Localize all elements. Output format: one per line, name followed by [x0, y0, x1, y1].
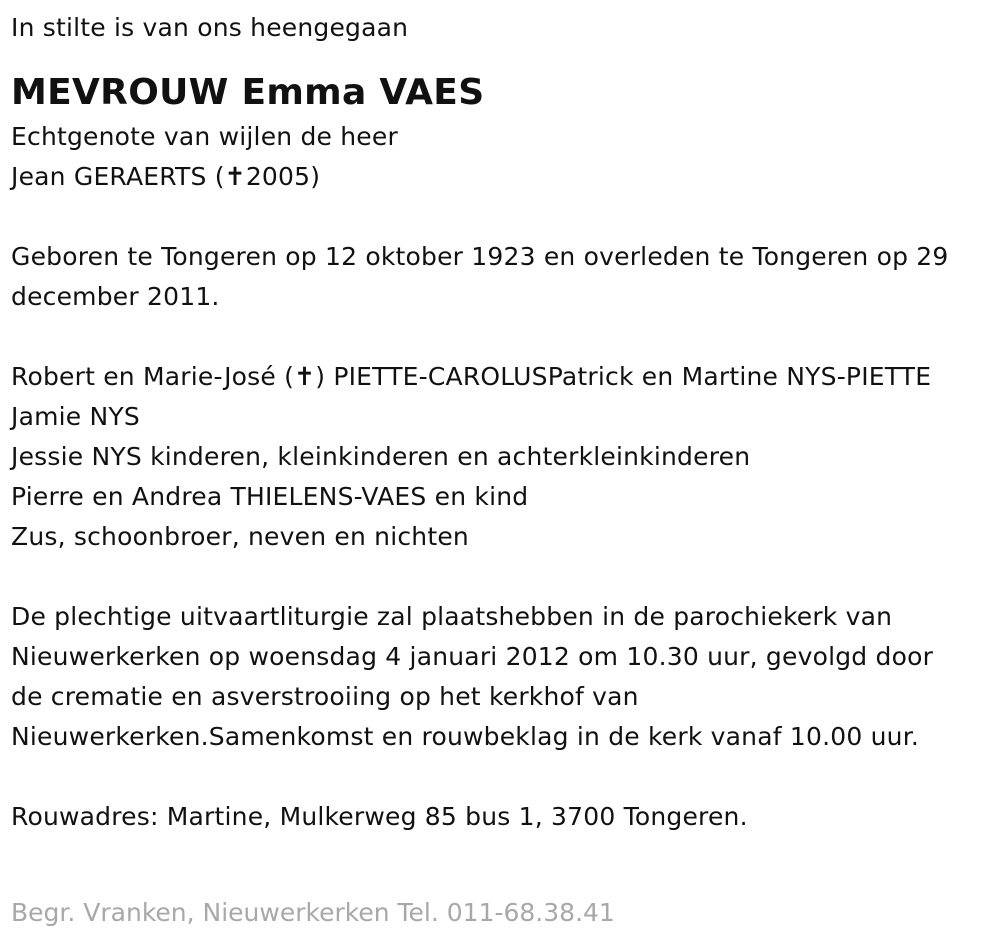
family-member: Zus, schoonbroer, neven en nichten: [11, 522, 469, 551]
family-member: Jamie NYS: [11, 402, 140, 431]
birth-death-section: [11, 237, 1000, 317]
ceremony-section: [11, 597, 1000, 757]
ceremony-line: de crematie en asverstrooiing op het kerkhof van: [11, 682, 639, 711]
intro-text: In stilte is van ons heengegaan: [11, 13, 409, 42]
birth-death-line: Geboren te Tongeren op 12 oktober 1923 en overleden te Tongeren op 29: [11, 242, 949, 271]
undertaker-info: Begr. Vranken, Nieuwerkerken Tel. 011-68.38.41: [11, 898, 615, 927]
mourning-address: Rouwadres: Martine, Mulkerweg 85 bus 1, 3700 Tongeren.: [11, 802, 748, 831]
address-section: [11, 797, 1000, 837]
ceremony-line: Nieuwerkerken.Samenkomst en rouwbeklag in de kerk vanaf 10.00 uur.: [11, 722, 920, 751]
ceremony-line: De plechtige uitvaartliturgie zal plaatshebben in de parochiekerk van: [11, 602, 893, 631]
spouse-name: Jean GERAERTS (✝2005): [11, 162, 321, 191]
birth-death-line: december 2011.: [11, 282, 220, 311]
spouse-section: [11, 117, 1000, 197]
family-member: Pierre en Andrea THIELENS-VAES en kind: [11, 482, 529, 511]
deceased-name: MEVROUW Emma VAES: [11, 72, 485, 113]
family-member: Robert en Marie-José (✝) PIETTE-CAROLUSPatrick en Martine NYS-PIETTE: [11, 362, 932, 391]
spouse-line: Echtgenote van wijlen de heer: [11, 122, 398, 151]
family-member: Jessie NYS kinderen, kleinkinderen en achterkleinkinderen: [11, 442, 751, 471]
family-section: [11, 357, 1000, 557]
ceremony-line: Nieuwerkerken op woensdag 4 januari 2012 om 10.30 uur, gevolgd door: [11, 642, 934, 671]
